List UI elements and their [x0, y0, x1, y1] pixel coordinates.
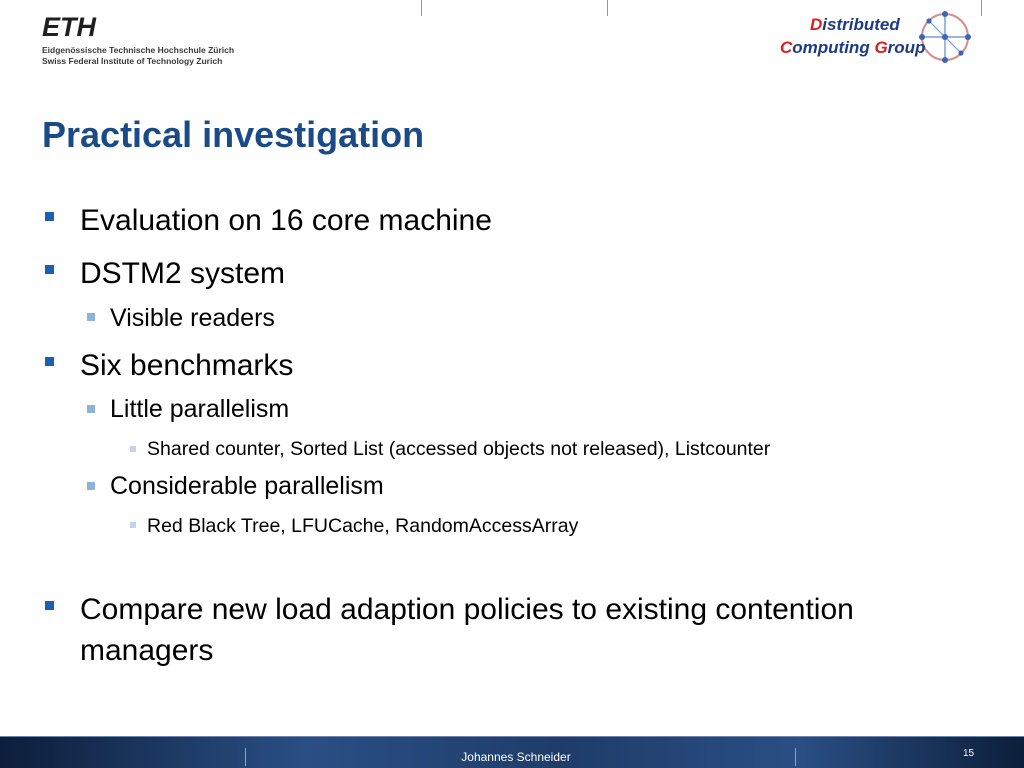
- eth-logo-line-de: Eidgenössische Technische Hochschule Zürich: [42, 45, 235, 55]
- bullet-evaluation: Evaluation on 16 core machine: [80, 204, 492, 237]
- sub-bullet-visible-readers: Visible readers: [110, 304, 275, 332]
- sub-sub-bullet-little-list: Shared counter, Sorted List (accessed objects not released), Listcounter: [147, 438, 771, 460]
- bullet-icon: [45, 357, 54, 366]
- header-divider: [421, 0, 422, 16]
- dcg-logo-line2: Computing Group: [780, 38, 926, 57]
- dcg-logo-line1: Distributed: [810, 15, 900, 34]
- eth-logo: [42, 14, 234, 67]
- page-number: 15: [963, 748, 975, 759]
- bullet-dstm2: DSTM2 system: [80, 257, 286, 290]
- slide-title: Practical investigation: [42, 114, 425, 155]
- sub-sub-bullet-icon: [130, 522, 136, 528]
- bullet-icon: [45, 265, 54, 274]
- sub-sub-bullet-considerable-list: Red Black Tree, LFUCache, RandomAccessArray: [147, 515, 579, 537]
- sub-bullet-icon: [87, 405, 95, 413]
- bullet-icon: [45, 601, 54, 610]
- footer-bar: [0, 736, 1024, 768]
- sub-sub-bullet-icon: [130, 446, 136, 452]
- sub-bullet-icon: [87, 482, 95, 490]
- bullet-six-benchmarks: Six benchmarks: [80, 349, 294, 382]
- eth-logo-mark: ETH: [42, 12, 96, 42]
- header-divider: [607, 0, 608, 16]
- dcg-logo: [780, 12, 980, 68]
- header-divider: [981, 0, 982, 16]
- bullet-icon: [45, 212, 54, 221]
- bullet-compare-line1: Compare new load adaption policies to existing contention: [80, 593, 854, 626]
- eth-logo-line-en: Swiss Federal Institute of Technology Zurich: [42, 56, 223, 66]
- sub-bullet-little-parallelism: Little parallelism: [110, 395, 290, 423]
- footer-author: Johannes Schneider: [461, 750, 571, 764]
- sub-bullet-icon: [87, 313, 95, 321]
- bullet-compare-line2: managers: [80, 634, 214, 667]
- network-circle-icon: [918, 10, 972, 64]
- sub-bullet-considerable-parallelism: Considerable parallelism: [110, 472, 384, 500]
